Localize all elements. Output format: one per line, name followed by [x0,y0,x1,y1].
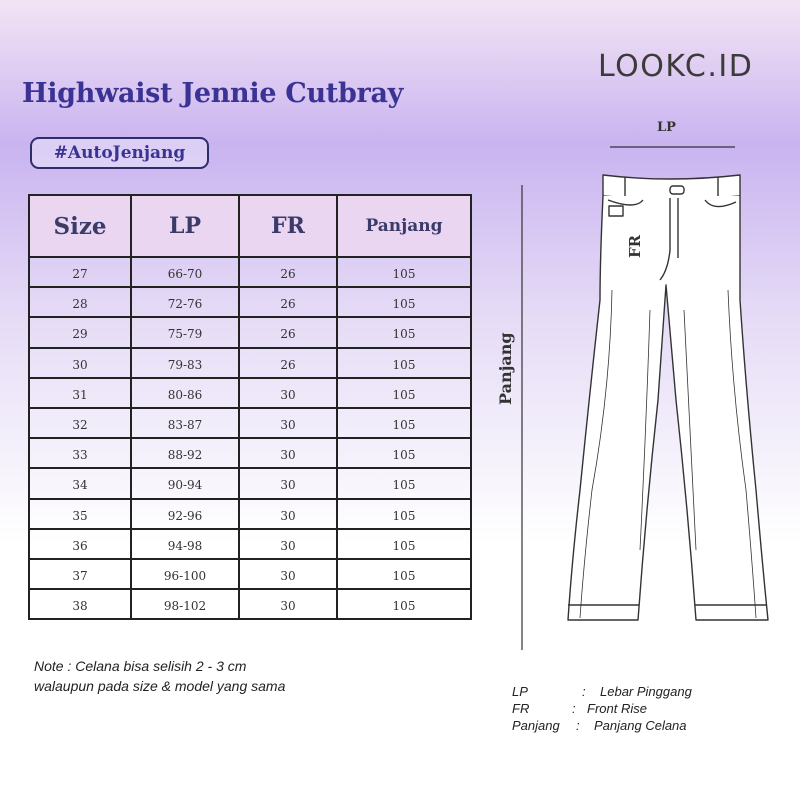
legend-key: LP [512,684,528,699]
fr-cell: 26 [239,348,337,378]
table-body [29,257,471,619]
legend-value: Lebar Pinggang [600,684,692,699]
size-cell: 30 [29,348,131,378]
lp-cell: 88-92 [131,438,239,468]
page-title: Highwaist Jennie Cutbray [22,78,404,109]
table-row [29,559,471,589]
panjang-cell: 105 [337,408,471,438]
note [34,656,285,696]
size-cell: 35 [29,499,131,529]
panjang-cell: 105 [337,378,471,408]
table-row [29,499,471,529]
legend-key: Panjang [512,718,560,733]
panjang-cell: 105 [337,257,471,287]
column-header-fr: FR [239,195,337,257]
panjang-cell: 105 [337,438,471,468]
table-row [29,468,471,498]
table-row [29,378,471,408]
lp-cell: 94-98 [131,529,239,559]
column-header-panjang: Panjang [337,195,471,257]
fr-cell: 30 [239,559,337,589]
panjang-diagram-label: Panjang [496,332,515,405]
lp-cell: 90-94 [131,468,239,498]
lp-cell: 75-79 [131,317,239,347]
panjang-cell: 105 [337,499,471,529]
fr-cell: 30 [239,438,337,468]
size-cell: 32 [29,408,131,438]
panjang-cell: 105 [337,287,471,317]
size-cell: 31 [29,378,131,408]
size-cell: 27 [29,257,131,287]
table-row [29,257,471,287]
lp-cell: 80-86 [131,378,239,408]
table-row [29,408,471,438]
column-header-size: Size [29,195,131,257]
lp-cell: 98-102 [131,589,239,619]
lp-cell: 66-70 [131,257,239,287]
size-cell: 34 [29,468,131,498]
panjang-cell: 105 [337,468,471,498]
lp-cell: 96-100 [131,559,239,589]
panjang-cell: 105 [337,589,471,619]
table-row [29,348,471,378]
note-line-1: Note : Celana bisa selisih 2 - 3 cm [34,658,247,674]
size-cell: 28 [29,287,131,317]
panjang-cell: 105 [337,348,471,378]
fr-cell: 30 [239,529,337,559]
fr-cell: 26 [239,287,337,317]
fr-cell: 30 [239,589,337,619]
fr-cell: 30 [239,468,337,498]
legend-value: Panjang Celana [594,718,687,733]
legend-colon: : [576,718,580,733]
brand-logo: LOOKC.ID [598,49,754,84]
fr-cell: 30 [239,499,337,529]
fr-cell: 26 [239,257,337,287]
fr-cell: 26 [239,317,337,347]
size-chart-table [28,194,472,620]
size-cell: 33 [29,438,131,468]
fr-cell: 30 [239,378,337,408]
size-cell: 37 [29,559,131,589]
legend-colon: : [582,684,586,699]
table-row [29,317,471,347]
fr-diagram-label: FR [626,234,644,258]
column-header-lp: LP [131,195,239,257]
lp-cell: 79-83 [131,348,239,378]
fr-cell: 30 [239,408,337,438]
legend-key: FR [512,701,530,716]
note-line-2: walaupun pada size & model yang sama [34,678,286,694]
panjang-cell: 105 [337,559,471,589]
auto-jenjang-badge: #AutoJenjang [30,137,209,169]
legend-value: Front Rise [587,701,647,716]
size-cell: 38 [29,589,131,619]
table-row [29,287,471,317]
table-header-row [29,195,471,257]
lp-diagram-label: LP [657,120,676,135]
lp-cell: 72-76 [131,287,239,317]
size-cell: 36 [29,529,131,559]
table-row [29,589,471,619]
table-row [29,529,471,559]
table-row [29,438,471,468]
lp-cell: 92-96 [131,499,239,529]
cutbray-pants-diagram [500,130,770,670]
lp-cell: 83-87 [131,408,239,438]
panjang-cell: 105 [337,529,471,559]
size-cell: 29 [29,317,131,347]
panjang-cell: 105 [337,317,471,347]
legend-colon: : [572,701,576,716]
